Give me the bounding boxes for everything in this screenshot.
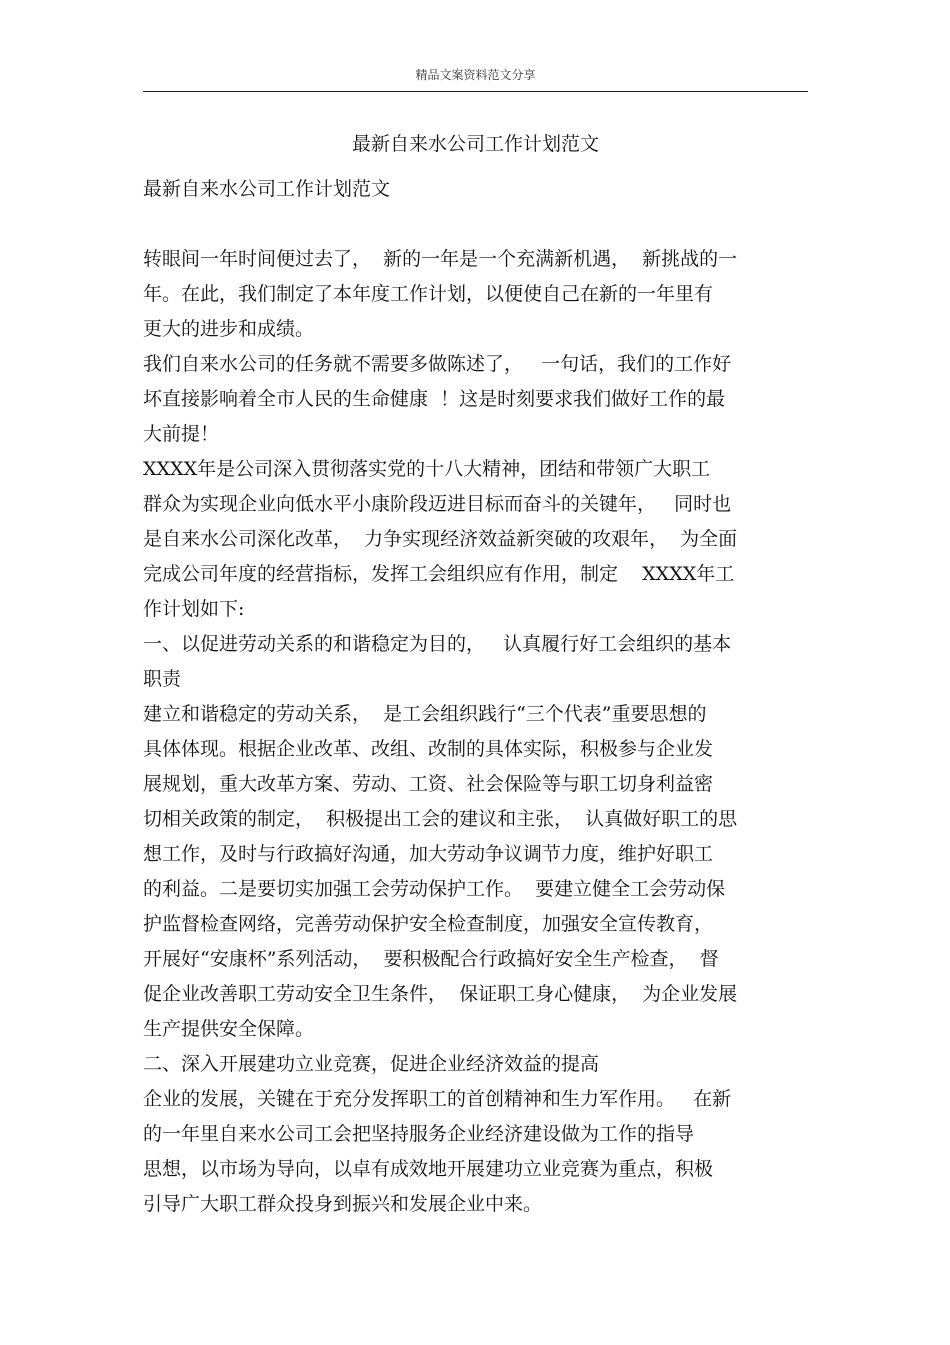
body-line: 展规划，重大改革方案、劳动、工资、社会保险等与职工切身利益密 — [143, 773, 714, 795]
body-line: 具体体现。根据企业改革、改组、改制的具体实际，积极参与企业发 — [143, 738, 714, 760]
body-line: 开展好“安康杯”系列活动， 要积极配合行政搞好安全生产检查， 督 — [143, 948, 719, 970]
body-line: 大前提！ — [143, 423, 220, 445]
body-line: 想工作，及时与行政搞好沟通，加大劳动争议调节力度，维护好职工 — [143, 843, 714, 865]
body-line: 生产提供安全保障。 — [143, 1018, 315, 1040]
body-line: XXXX年是公司深入贯彻落实党的十八大精神，团结和带领广大职工 — [143, 458, 711, 480]
page-header: 精品文案资料范文分享 — [415, 68, 536, 82]
section-heading-line: 职责 — [143, 668, 182, 690]
body-line: 年。在此，我们制定了本年度工作计划，以便使自己在新的一年里有 — [143, 283, 714, 305]
body-line: 的利益。二是要切实加强工会劳动保护工作。 要建立健全工会劳动保 — [143, 878, 726, 900]
body-line: 切相关政策的制定， 积极提出工会的建议和主张， 认真做好职工的思 — [143, 808, 738, 830]
section-heading-line: 一、以促进劳动关系的和谐稳定为目的， 认真履行好工会组织的基本 — [143, 633, 732, 655]
body-line: 是自来水公司深化改革， 力争实现经济效益新突破的攻艰年， 为全面 — [143, 528, 738, 550]
body-line: 转眼间一年时间便过去了， 新的一年是一个充满新机遇， 新挑战的一 — [143, 248, 738, 270]
body-line: 完成公司年度的经营指标，发挥工会组织应有作用，制定 XXXX年工 — [143, 563, 735, 585]
body-line: 思想，以市场为导向，以卓有成效地开展建功立业竞赛为重点，积极 — [143, 1158, 714, 1180]
document-body — [143, 172, 808, 1222]
body-line: 促企业改善职工劳动安全卫生条件， 保证职工身心健康， 为企业发展 — [143, 983, 738, 1005]
section-heading-line: 二、深入开展建功立业竞赛，促进企业经济效益的提高 — [143, 1053, 600, 1075]
body-line: 护监督检查网络，完善劳动保护安全检查制度，加强安全宣传教育， — [143, 913, 714, 935]
blank-line — [143, 207, 808, 242]
body-line: 引导广大职工群众投身到振兴和发展企业中来。 — [143, 1193, 543, 1215]
body-line: 的一年里自来水公司工会把坚持服务企业经济建设做为工作的指导 — [143, 1123, 695, 1145]
body-line: 群众为实现企业向低水平小康阶段迈进目标而奋斗的关键年， 同时也 — [143, 493, 732, 515]
body-line: 坏直接影响着全市人民的生命健康 ！这是时刻要求我们做好工作的最 — [143, 388, 726, 410]
document-title: 最新自来水公司工作计划范文 — [351, 133, 599, 155]
body-line: 我们自来水公司的任务就不需要多做陈述了， 一句话，我们的工作好 — [143, 353, 732, 375]
body-line: 企业的发展，关键在于充分发挥职工的首创精神和生力军作用。 在新 — [143, 1088, 732, 1110]
body-line: 更大的进步和成绩。 — [143, 318, 315, 340]
body-line: 建立和谐稳定的劳动关系， 是工会组织践行“三个代表”重要思想的 — [143, 703, 707, 725]
document-subtitle: 最新自来水公司工作计划范文 — [143, 178, 391, 200]
header-divider — [143, 91, 808, 92]
body-line: 作计划如下: — [143, 598, 245, 620]
